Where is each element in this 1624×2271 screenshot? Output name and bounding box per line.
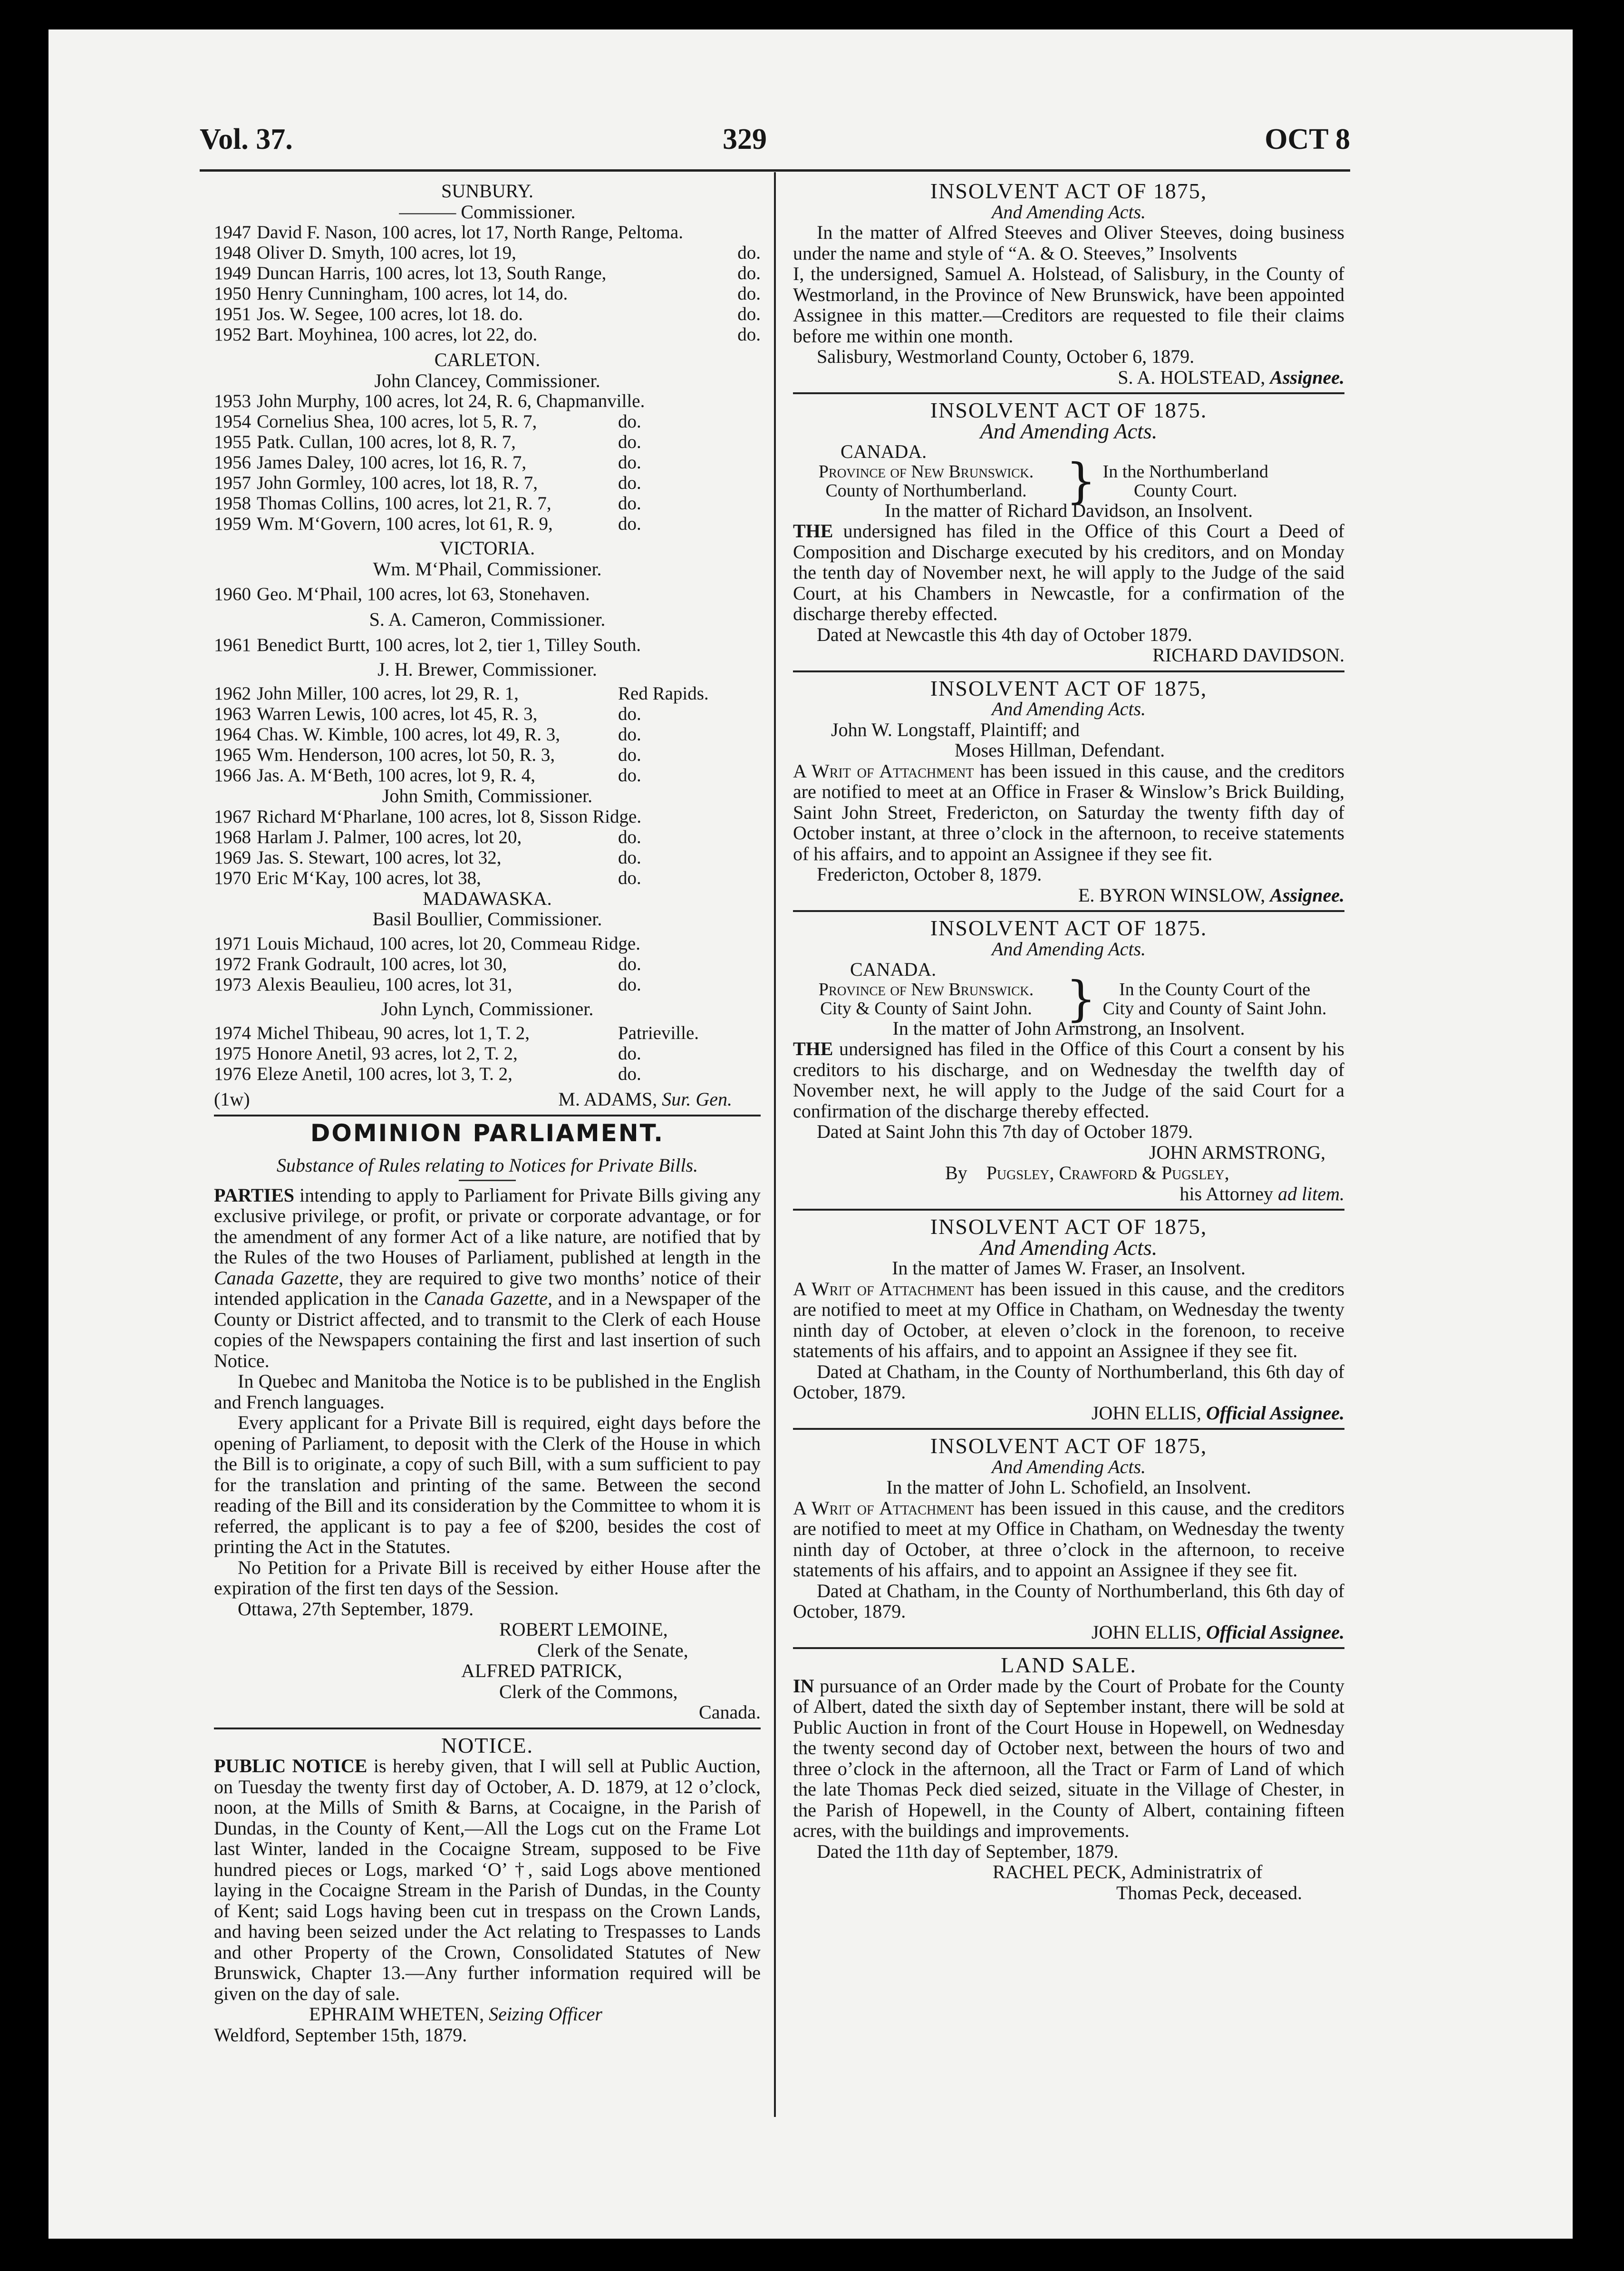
notice-date: Weldford, September 15th, 1879. <box>214 2024 467 2046</box>
header-rule <box>200 169 1350 172</box>
table-row: 1953 John Murphy, 100 acres, lot 24, R. 6, Chapmanville. <box>214 391 645 411</box>
notice-paragraph: No Petition for a Private Bill is received by either House after the expiration of the first ten days of the Session. <box>214 1556 761 1599</box>
insolvent-act-title: INSOLVENT ACT OF 1875. <box>930 916 1208 940</box>
page-number: 329 <box>723 123 767 155</box>
notice-paragraph: Every applicant for a Private Bill is required, eight days before the opening of Parliament, to deposit with the Clerk of the House in which the Bill is to originate, a copy of such Bill, with a sum sufficient to pay for the translation and printing of the same. Between the second reading of the Bill and its consideration by the Committee to whom it is referred, the applicant is to pay a fee of $200, besides the cost of printing the Act in the Statutes. <box>214 1412 761 1557</box>
court-caption: Province of New Brunswick. City & County of Saint John. } In the County Court of the City and County of Saint John. <box>818 971 1327 1027</box>
page-header <box>200 123 1350 165</box>
commissioner-line: John Lynch, Commissioner. <box>381 998 594 1019</box>
notice-date: Dated at Chatham, in the County of Northumberland, this 6th day of October, 1879. <box>793 1360 1344 1403</box>
insolvent-act-subtitle: And Amending Acts. <box>980 418 1158 443</box>
insolvent-signature: JOHN ARMSTRONG, <box>1149 1141 1325 1163</box>
matter-line: In the matter of Richard Davidson, an Insolvent. <box>884 499 1253 521</box>
commissioner-line: J. H. Brewer, Commissioner. <box>377 658 597 680</box>
insolvent-act-title: INSOLVENT ACT OF 1875, <box>930 1214 1208 1239</box>
table-row: 1950 Henry Cunningham, 100 acres, lot 14, do. do. <box>214 283 761 304</box>
grant-list-victoria-3 <box>214 683 761 786</box>
grant-list-madawaska-2 <box>214 1023 761 1084</box>
table-row: 1964 Chas. W. Kimble, 100 acres, lot 49, R. 3, do. <box>214 724 641 745</box>
table-row: 1958 Thomas Collins, 100 acres, lot 21, R. 7, do. <box>214 493 641 514</box>
county-heading-victoria: VICTORIA. <box>439 537 535 559</box>
divider <box>793 1209 1344 1211</box>
commissioner-line: Basil Boullier, Commissioner. <box>372 908 602 930</box>
matter-line: In the matter of Alfred Steeves and Oliver Steeves, doing business under the name and style of “A. & O. Steeves,” Insolvents <box>793 222 1344 264</box>
assignee-signature: JOHN ELLIS, Official Assignee. <box>1091 1402 1344 1424</box>
insolvent-act-title: INSOLVENT ACT OF 1875, <box>930 676 1208 700</box>
volume-number: Vol. 37. <box>200 123 293 155</box>
table-row: 1967 Richard M‘Pharlane, 100 acres, lot 8, Sisson Ridge. <box>214 806 642 827</box>
table-row: 1963 Warren Lewis, 100 acres, lot 45, R. 3, do. <box>214 704 641 724</box>
assignee-signature: JOHN ELLIS, Official Assignee. <box>1091 1621 1344 1643</box>
insolvent-act-title: INSOLVENT ACT OF 1875, <box>930 1434 1208 1458</box>
brace-icon: } <box>1066 453 1096 509</box>
divider <box>793 1647 1344 1649</box>
table-row: 1975 Honore Anetil, 93 acres, lot 2, T. 2, do. <box>214 1043 641 1064</box>
notice-paragraph: In Quebec and Manitoba the Notice is to be published in the English and French languages. <box>214 1370 761 1413</box>
insolvent-act-subtitle: And Amending Acts. <box>991 698 1146 719</box>
table-row: 1968 Harlam J. Palmer, 100 acres, lot 20, do. <box>214 826 641 847</box>
notice-paragraph: THE undersigned has filed in the Office of this Court a consent by his creditors to his discharge, and on Wednesday the twelfth day of November next, he will apply to the Judge of the said Court for a confirmation of the discharge thereby effected. <box>793 1038 1344 1122</box>
table-row: 1952 Bart. Moyhinea, 100 acres, lot 22, do. do. <box>214 324 761 345</box>
table-row: 1947 David F. Nason, 100 acres, lot 17, North Range, Peltoma. <box>214 222 683 243</box>
divider <box>214 1115 761 1116</box>
table-row: 1949 Duncan Harris, 100 acres, lot 13, South Range, do. <box>214 263 761 283</box>
table-row: 1965 Wm. Henderson, 100 acres, lot 50, R. 3, do. <box>214 745 641 765</box>
table-row: 1973 Alexis Beaulieu, 100 acres, lot 31, do. <box>214 974 641 995</box>
grant-list-victoria-4 <box>214 806 761 888</box>
canada-label: CANADA. <box>850 959 937 980</box>
issue-date: OCT 8 <box>1265 123 1350 155</box>
brace-icon: } <box>1066 971 1096 1027</box>
grant-list-victoria-2 <box>214 635 761 655</box>
plaintiff-line: John W. Longstaff, Plaintiff; and <box>831 718 1080 740</box>
land-sale-title: LAND SALE. <box>1001 1653 1137 1677</box>
commissioner-line: Wm. M‘Phail, Commissioner. <box>373 558 602 580</box>
grant-list-madawaska-1 <box>214 933 761 995</box>
table-row: 1969 Jas. S. Stewart, 100 acres, lot 32, do. <box>214 847 641 868</box>
table-row: 1954 Cornelius Shea, 100 acres, lot 5, R. 7, do. <box>214 411 641 432</box>
notice-paragraph: I, the undersigned, Samuel A. Holstead, of Salisbury, in the County of Westmorland, in the Province of New Brunswick, have been appointed Assignee in this matter.—Creditors are requested to file their claims before me within one month. <box>793 263 1344 347</box>
canada-label: CANADA. <box>841 441 927 462</box>
column-rule <box>774 172 776 2117</box>
notice-paragraph: A Writ of Attachment has been issued in this cause, and the creditors are notified to meet at an Office in Fraser & Winslow’s Brick Building, Saint John Street, Fredericton, on Saturday the twenty fifth day of October instant, at three o’clock in the afternoon, to receive statements of his affairs, and to appoint an Assignee if they see fit. <box>793 760 1345 864</box>
notice-date: Fredericton, October 8, 1879. <box>817 864 1042 885</box>
divider <box>793 1428 1344 1430</box>
insolvent-signature: RICHARD DAVIDSON. <box>1152 644 1344 666</box>
table-row: 1956 James Daley, 100 acres, lot 16, R. 7, do. <box>214 452 641 473</box>
court-caption: Province of New Brunswick. County of Northumberland. } In the Northumberland County Court. <box>818 453 1268 509</box>
notice-date: Dated the 11th day of September, 1879. <box>817 1840 1119 1862</box>
notice-date: Dated at Chatham, in the County of Northumberland, this 6th day of October, 1879. <box>793 1580 1344 1622</box>
divider <box>793 670 1344 672</box>
clerk-signatures: ROBERT LEMOINE, Clerk of the Senate, ALFRED PATRICK, Clerk of the Commons, Canada. <box>461 1619 761 1723</box>
notice-paragraph: PARTIES intending to apply to Parliament for Private Bills giving any exclusive privilege, or profit, or private or corporate advantage, or for the amendment of any former Act of a like nature, are notified that by the Rules of the two Houses of Parliament, published at length in the Canada Gazette, they are required to give two months’ notice of their intended application in the Canada Gazette, and in a Newspaper of the County or District affected, and to transmit to the Clerk of each House copies of the Newspapers containing the first and last insertion of such Notice. <box>214 1184 761 1371</box>
notice-date: Dated at Saint John this 7th day of October 1879. <box>817 1121 1193 1142</box>
dominion-subtitle: Substance of Rules relating to Notices for Private Bills. <box>276 1155 698 1176</box>
table-row: 1959 Wm. M‘Govern, 100 acres, lot 61, R. 9, do. <box>214 514 641 534</box>
insolvent-act-subtitle: And Amending Acts. <box>991 201 1146 223</box>
right-column <box>793 181 1344 1903</box>
administratrix-signature: RACHEL PECK, Administratrix of <box>993 1861 1263 1883</box>
divider <box>793 910 1344 912</box>
table-row: 1957 John Gormley, 100 acres, lot 18, R. 7, do. <box>214 473 641 493</box>
table-row: 1972 Frank Godrault, 100 acres, lot 30, do. <box>214 953 641 974</box>
divider <box>459 1180 516 1181</box>
grant-list-carleton <box>214 391 761 534</box>
table-row: 1960 Geo. M‘Phail, 100 acres, lot 63, Stonehaven. <box>214 584 590 604</box>
notice-paragraph: A Writ of Attachment has been issued in this cause, and the creditors are notified to meet at my Office in Chatham, on Wednesday the twenty ninth day of October, at eleven o’clock in the forenoon, to receive statements of his affairs, and to appoint an Assignee if they see fit. <box>793 1278 1345 1361</box>
notice-date: Salisbury, Westmorland County, October 6, 1879. <box>817 346 1195 367</box>
notice-paragraph: PUBLIC NOTICE is hereby given, that I will sell at Public Auction, on Tuesday the twenty first day of October, A. D. 1879, at 12 o’clock, noon, at the Mills of Smith & Barns, at Cocaigne, in the Parish of Dundas, in the County of Kent,—All the Logs cut on the Frame Lot last Winter, landed in the Cocaigne Stream, supposed to be Five hundred pieces or Logs, marked ‘O’ †, said Logs above mentioned laying in the Cocaigne Stream in the Parish of Dundas, in the County of Kent; said Logs having been cut in trespass on the Crown Lands, and having been seized under the Act relating to Trespasses to Lands and other Property of the Crown, Consolidated Statutes of New Brunswick, Chapter 13.—Any further information required will be given on the day of sale. <box>214 1755 761 2004</box>
notice-paragraph: IN pursuance of an Order made by the Court of Probate for the County of Albert, dated the sixth day of September instant, there will be sold at Public Auction in front of the Court House in Hopewell, on Wednesday the twenty second day of October next, between the hours of two and three o’clock in the afternoon, all the Tract or Farm of Land of which the late Thomas Peck died seized, situate in the Village of Chester, in the Parish of Hopewell, in the County of Albert, containing fifteen acres, with the buildings and improvements. <box>793 1675 1344 1841</box>
matter-line: In the matter of James W. Fraser, an Insolvent. <box>892 1257 1246 1279</box>
table-row: 1955 Patk. Cullan, 100 acres, lot 8, R. 7, do. <box>214 432 641 452</box>
commissioner-line: ——— Commissioner. <box>399 201 576 223</box>
table-row: 1966 Jas. A. M‘Beth, 100 acres, lot 9, R. 4, do. <box>214 765 641 786</box>
defendant-line: Moses Hillman, Defendant. <box>955 739 1165 761</box>
insolvent-act-title: INSOLVENT ACT OF 1875, <box>930 179 1208 203</box>
matter-line: In the matter of John Armstrong, an Insolvent. <box>892 1017 1245 1039</box>
table-row: 1976 Eleze Anetil, 100 acres, lot 3, T. 2, do. <box>214 1064 641 1084</box>
county-heading-carleton: CARLETON. <box>434 349 541 370</box>
commissioner-line: John Clancey, Commissioner. <box>374 369 600 391</box>
commissioner-line: John Smith, Commissioner. <box>382 785 593 806</box>
notice-date: Dated at Newcastle this 4th day of October 1879. <box>817 623 1192 645</box>
assignee-signature: S. A. HOLSTEAD, Assignee. <box>1118 366 1344 388</box>
commissioner-line: S. A. Cameron, Commissioner. <box>369 609 606 630</box>
insolvent-act-subtitle: And Amending Acts. <box>991 1456 1146 1477</box>
grant-list-victoria-1 <box>214 584 761 604</box>
grant-list-sunbury <box>214 222 761 345</box>
table-row: 1970 Eric M‘Kay, 100 acres, lot 38, do. <box>214 867 641 888</box>
attorney-firm: By Pugsley, Crawford & Pugsley, <box>945 1162 1229 1184</box>
notice-paragraph: THE undersigned has filed in the Office of this Court a Deed of Composition and Discharge executed by his creditors, and on Monday the tenth day of November next, he will apply to the Judge of the said Court, at his Chambers in Newcastle, for a confirmation of the discharge thereby effected. <box>793 520 1344 624</box>
table-row: 1951 Jos. W. Segee, 100 acres, lot 18. do. do. <box>214 304 761 324</box>
deceased-line: Thomas Peck, deceased. <box>1116 1882 1302 1903</box>
matter-line: In the matter of John L. Schofield, an Insolvent. <box>886 1476 1251 1498</box>
table-row: 1962 John Miller, 100 acres, lot 29, R. 1, Red Rapids. <box>214 683 709 704</box>
insolvent-act-title: INSOLVENT ACT OF 1875. <box>930 398 1208 422</box>
table-row: 1961 Benedict Burtt, 100 acres, lot 2, tier 1, Tilley South. <box>214 634 641 655</box>
county-heading-sunbury: SUNBURY. <box>441 180 533 202</box>
dominion-parliament-title: DOMINION PARLIAMENT. <box>310 1119 665 1147</box>
county-heading-madawaska: MADAWASKA. <box>423 887 552 909</box>
attorney-line: his Attorney ad litem. <box>1179 1183 1344 1204</box>
notice-date: Ottawa, 27th September, 1879. <box>238 1598 474 1620</box>
table-row: 1974 Michel Thibeau, 90 acres, lot 1, T. 2, Patrieville. <box>214 1023 699 1043</box>
insolvent-act-subtitle: And Amending Acts. <box>980 1235 1158 1260</box>
surveyor-signature: (1w) M. ADAMS, Sur. Gen. <box>214 1088 732 1110</box>
notice-paragraph: A Writ of Attachment has been issued in this cause, and the creditors are notified to meet at my Office in Chatham, on Wednesday the twenty ninth day of October, at three o’clock in the afternoon, to receive statements of his affairs, and to appoint an Assignee if they see fit. <box>793 1497 1345 1581</box>
table-row: 1948 Oliver D. Smyth, 100 acres, lot 19, do. <box>214 243 761 263</box>
divider <box>214 1728 761 1729</box>
divider <box>793 392 1344 394</box>
seizing-officer-signature: EPHRAIM WHETEN, Seizing Officer <box>309 2003 602 2025</box>
assignee-signature: E. BYRON WINSLOW, Assignee. <box>1078 884 1344 906</box>
table-row: 1971 Louis Michaud, 100 acres, lot 20, Commeau Ridge. <box>214 933 640 954</box>
left-column <box>214 181 761 2045</box>
insolvent-act-subtitle: And Amending Acts. <box>991 938 1146 960</box>
notice-title: NOTICE. <box>441 1733 534 1757</box>
